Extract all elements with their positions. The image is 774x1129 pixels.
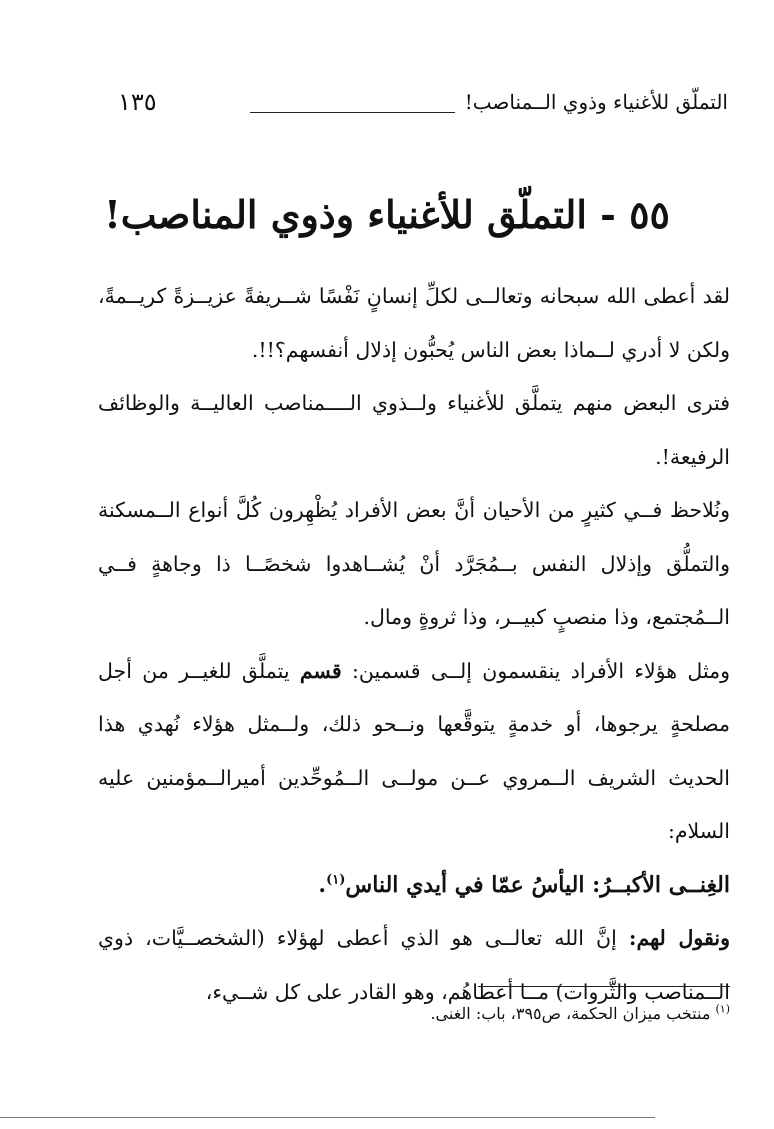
hadith-quote [98, 859, 730, 913]
paragraph-3: ونُلاحظ فــي كثيرٍ من الأحيان أنَّ بعض الأفراد يُظْهِرون كُلَّ أنواع الــمسكنة والتملُّق وإذلال النفس بــمُجَرَّد أنْ يُشــاهدوا شخصًــا ذا وجاهةٍ فــي الــمُجتمع، وذا منصبٍ كبيــر، وذا ثروةٍ ومال. [98, 498, 730, 629]
header-rule [250, 112, 455, 113]
running-title: التملّق للأغنياء وذوي الــمناصب! [464, 90, 728, 114]
bottom-rule [0, 1117, 655, 1118]
running-header [118, 82, 728, 122]
quote-note-marker: (١) [326, 872, 346, 888]
quote-text: الغِنــى الأكبــرُ: اليأسُ عمّا في أيدي الناس [345, 871, 730, 898]
paragraph-4-bold: قسم [299, 658, 342, 683]
footnote-marker: (١) [715, 1002, 730, 1016]
footnote [98, 1000, 730, 1028]
page-number: ١٣٥ [118, 88, 157, 116]
paragraph-5-bold: ونقول لهم: [628, 926, 730, 950]
body-text [98, 270, 730, 1019]
paragraph-4 [98, 645, 730, 859]
quote-end: . [318, 871, 327, 898]
paragraph-4-rest: يتملَّق للغيــر من أجل مصلحةٍ يرجوها، أو خدمةٍ يتوقَّعها ونــحو ذلك، ولــمثل هؤلاء نُهدي هذا الحديث الشريف الــمروي عــن مولــى الــمُوحِّدين أميرالــمؤمنين عليه السلام: [98, 658, 730, 843]
paragraph-5-rest: إنَّ الله تعالــى هو الذي أعطى لهؤلاء (الشخصــيَّات، ذوي الــمناصب والثَّروات) مــا أعطاهُم، وهو القادر على كل شــيء، [98, 926, 730, 1004]
footnote-text: منتخب ميزان الحكمة، ص٣٩٥، باب: الغنى. [430, 1004, 716, 1023]
chapter-title: ٥٥ - التملّق للأغنياء وذوي المناصب! [104, 192, 670, 237]
paragraph-1: لقد أعطى الله سبحانه وتعالــى لكلِّ إنسانٍ نَفْسًا شــريفةً عزيــزةً كريــمةً، ولكن لا أدري لــماذا بعض الناس يُحبُّون إذلال أنفسهم؟!!. [98, 284, 730, 362]
footnote-rule [478, 986, 730, 987]
paragraph-4-start: ومثل هؤلاء الأفراد ينقسمون إلــى قسمين: [341, 658, 731, 683]
paragraph-2: فترى البعض منهم يتملَّق للأغنياء ولــذوي الــــمناصب العاليــة والوظائف الرفيعة!. [98, 391, 730, 469]
